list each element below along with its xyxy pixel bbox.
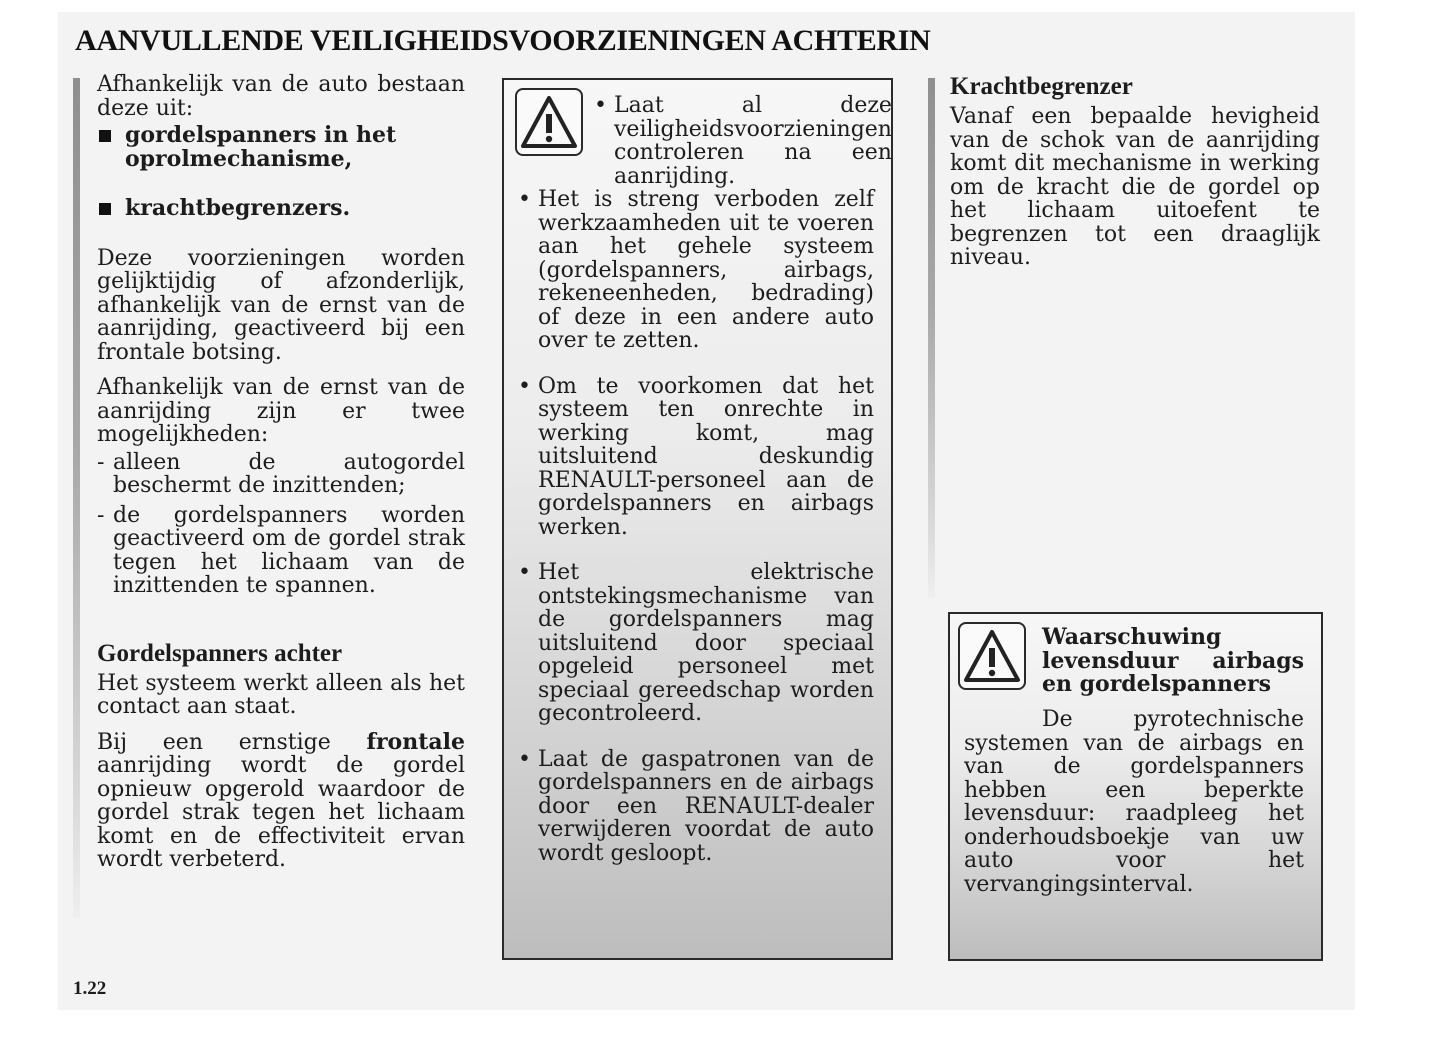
list-item bbox=[97, 124, 465, 171]
dash-list-item bbox=[97, 451, 465, 498]
paragraph: Afhankelijk van de ernst van de aanrijding zijn er twee mogelijkheden: bbox=[97, 375, 465, 447]
bullet-text: Om te voorkomen dat het systeem ten onrechte in werking komt, mag uitsluitend deskundig RENAULT-personeel aan de gordelspanners en airbags werken. bbox=[538, 373, 874, 540]
left-margin-bar bbox=[73, 78, 80, 918]
bullet-item bbox=[518, 748, 874, 866]
dash-item-text: alleen de autogordel beschermt de inzittenden; bbox=[113, 449, 465, 498]
paragraph: Het systeem werkt alleen als het contact aan staat. bbox=[97, 670, 465, 719]
bullet-text: Laat al deze veiligheidsvoorzieningen controleren na een aanrijding. bbox=[614, 93, 892, 189]
paragraph-part: aanrijding wordt de gordel opnieuw opgerold waardoor de gordel strak tegen het lichaam komt en de effectiviteit ervan wordt verbeterd. bbox=[97, 753, 465, 872]
dash-marker: - bbox=[97, 449, 105, 475]
bold-word: frontale bbox=[366, 728, 465, 755]
left-column bbox=[97, 73, 465, 872]
warning-first-bullet bbox=[594, 93, 892, 189]
square-bullet-icon bbox=[99, 203, 111, 215]
paragraph-part: Bij een ernstige bbox=[97, 729, 367, 755]
paragraph: Deze voorzieningen worden gelijktijdig of afzonderlijk, afhankelijk van de ernst van de aanrijding, geactiveerd bij een frontale botsing. bbox=[97, 245, 465, 365]
bullet-dot: • bbox=[518, 560, 531, 585]
right-margin-bar bbox=[928, 78, 935, 598]
bullet-item bbox=[518, 188, 874, 353]
warning-triangle-icon bbox=[515, 88, 583, 156]
bullet-item bbox=[594, 93, 892, 189]
warning-title: Waarschuwing levensduur airbags en gordelspanners bbox=[1042, 624, 1304, 697]
dash-list-item bbox=[97, 504, 465, 598]
warning-text: De pyrotechnische systemen van de airbags en van de gordelspanners hebben een beperkte levensduur: raadpleeg het onderhoudsboekje van uw auto voor het vervangingsinterval. bbox=[964, 707, 1304, 897]
list-item-text: gordelspanners in het oprolmechanisme, bbox=[125, 122, 397, 172]
warning-box bbox=[502, 78, 893, 960]
page-title: AANVULLENDE VEILIGHEIDSVOORZIENINGEN ACHTERIN bbox=[75, 24, 931, 57]
section-heading: Krachtbegrenzer bbox=[950, 73, 1133, 100]
bullet-item bbox=[518, 375, 874, 540]
warning-triangle-icon bbox=[958, 622, 1026, 690]
paragraph bbox=[97, 728, 465, 872]
bullet-dot: • bbox=[518, 187, 531, 212]
bullet-dot: • bbox=[594, 93, 607, 118]
bullet-item bbox=[518, 561, 874, 726]
dash-item-text: de gordelspanners worden geactiveerd om de gordel strak tegen het lichaam van de inzittenden te spannen. bbox=[113, 502, 465, 598]
square-bullet-icon bbox=[99, 130, 111, 142]
lifespan-warning-box bbox=[948, 612, 1323, 961]
bullet-text: Laat de gaspatronen van de gordelspanners en de airbags door een RENAULT-dealer verwijderen voordat de auto wordt gesloopt. bbox=[538, 746, 874, 866]
list-item bbox=[97, 197, 465, 221]
warning-bullet-list bbox=[518, 188, 874, 865]
dash-marker: - bbox=[97, 502, 105, 528]
right-column bbox=[950, 73, 1320, 270]
bullet-text: Het is streng verboden zelf werkzaamheden uit te voeren aan het gehele systeem (gordelspanners, airbags, rekeneenheden, bedrading) of deze in een andere auto over te zetten. bbox=[538, 187, 874, 353]
list-item-text: krachtbegrenzers. bbox=[125, 195, 351, 221]
bullet-text: Het elektrische ontstekingsmechanisme van de gordelspanners mag uitsluitend door speciaal opgeleid personeel met speciaal gereedschap worden gecontroleerd. bbox=[538, 560, 874, 726]
bullet-dot: • bbox=[518, 373, 531, 399]
intro-text: Afhankelijk van de auto bestaan deze uit: bbox=[97, 72, 465, 121]
bullet-dot: • bbox=[518, 746, 531, 772]
paragraph: Vanaf een bepaalde hevigheid van de schok van de aanrijding komt dit mechanisme in werking om de kracht die de gordel op het lichaam uitoefent te begrenzen tot een draaglijk niveau. bbox=[950, 104, 1320, 270]
section-heading: Gordelspanners achter bbox=[97, 639, 343, 667]
page-number: 1.22 bbox=[73, 978, 107, 999]
